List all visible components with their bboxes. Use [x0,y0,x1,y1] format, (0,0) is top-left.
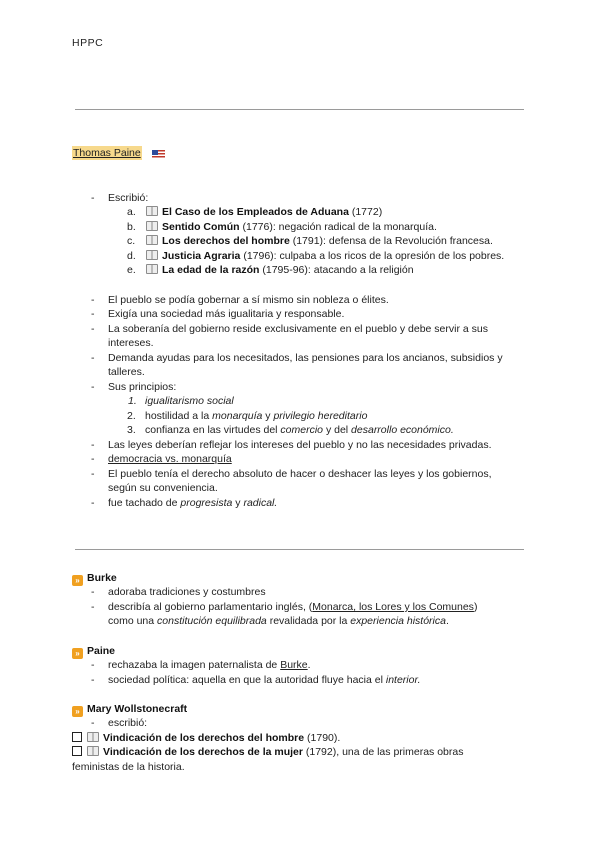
work-marker: c. [127,235,136,247]
mary-work: Vindicación de los derechos del hombre (1790). [72,731,340,746]
mary-heading: » Mary Wollstonecraft [72,702,187,717]
work-item: Sentido Común (1776): negación radical de la monarquía. [146,220,437,235]
paine-heading: » Paine [72,644,115,659]
dash-marker: - [91,468,95,480]
burke-line: adoraba tradiciones y costumbres [108,586,266,598]
dash-marker: - [91,453,95,465]
dash-marker: - [91,659,95,671]
work-marker: d. [127,250,136,262]
principle-marker: 3. [127,424,136,436]
bullet-text: Las leyes deberían reflejar los intereses del pueblo y no las necesidades privadas. [108,439,492,451]
principle-item: igualitarismo social [145,395,234,407]
book-icon [87,732,99,742]
book-icon [146,235,158,245]
bullet-text-cont: intereses. [108,337,154,349]
bullet-text-cont: según su conveniencia. [108,482,218,494]
bullet-text: El pueblo se podía gobernar a sí mismo sin nobleza o élites. [108,294,389,306]
paine-line: sociedad política: aquella en que la autoridad fluye hacia el interior. [108,674,421,686]
mary-work: Vindicación de los derechos de la mujer (1792), una de las primeras obras [72,745,463,760]
work-item: Justicia Agraria (1796): culpaba a los ricos de la opresión de los pobres. [146,249,504,264]
bullet-text: Demanda ayudas para los necesitados, las pensiones para los ancianos, subsidios y [108,352,503,364]
bullet-principios: Sus principios: [108,381,177,393]
bullet-escribio: Escribió: [108,192,149,204]
dash-marker: - [91,308,95,320]
burke-line: describía al gobierno parlamentario inglés, (Monarca, los Lores y los Comunes) [108,601,478,613]
burke-heading: » Burke [72,571,117,586]
bullet-text: La soberanía del gobierno reside exclusivamente en el pueblo y debe servir a sus [108,323,488,335]
page-header: HPPC [72,37,104,49]
mary-work-cont: feministas de la historia. [72,761,185,773]
divider [75,109,524,110]
principle-item: hostilidad a la monarquía y privilegio hereditario [145,410,368,422]
book-icon [146,221,158,231]
bullet-text: fue tachado de progresista y radical. [108,497,278,509]
divider [75,549,524,550]
work-marker: a. [127,206,136,218]
dash-marker: - [91,323,95,335]
work-marker: e. [127,264,136,276]
paine-line: rechazaba la imagen paternalista de Burke. [108,659,311,671]
dash-marker: - [91,352,95,364]
dash-marker: - [91,294,95,306]
work-item: El Caso de los Empleados de Aduana (1772) [146,205,382,220]
burke-line-cont: como una constitución equilibrada revalidada por la experiencia histórica. [108,615,449,627]
book-icon [146,206,158,216]
principle-marker: 2. [127,410,136,422]
book-icon [146,250,158,260]
principle-marker: 1. [128,395,137,407]
dash-marker: - [91,586,95,598]
bullet-text-cont: talleres. [108,366,145,378]
book-icon [87,746,99,756]
bullet-text: Exigía una sociedad más igualitaria y responsable. [108,308,345,320]
checkbox-icon [72,732,82,742]
dash-marker: - [91,381,95,393]
fast-forward-icon: » [72,648,83,659]
dash-marker: - [91,601,95,613]
principle-item: confianza en las virtudes del comercio y del desarrollo económico. [145,424,454,436]
dash-marker: - [91,439,95,451]
bullet-link[interactable]: democracia vs. monarquía [108,453,232,465]
section-title-thomas-paine [72,146,142,160]
fast-forward-icon: » [72,706,83,717]
work-item: La edad de la razón (1795-96): atacando a la religión [146,263,414,278]
fast-forward-icon: » [72,575,83,586]
book-icon [146,264,158,274]
section-title-text: Thomas Paine [73,147,141,159]
bullet-text: El pueblo tenía el derecho absoluto de hacer o deshacer las leyes y los gobiernos, [108,468,492,480]
work-item: Los derechos del hombre (1791): defensa de la Revolución francesa. [146,234,493,249]
dash-marker: - [91,717,95,729]
mary-line: escribió: [108,717,148,729]
dash-marker: - [91,674,95,686]
us-flag-icon [152,150,165,159]
dash-marker: - [91,192,95,204]
dash-marker: - [91,497,95,509]
work-marker: b. [127,221,136,233]
checkbox-icon [72,746,82,756]
